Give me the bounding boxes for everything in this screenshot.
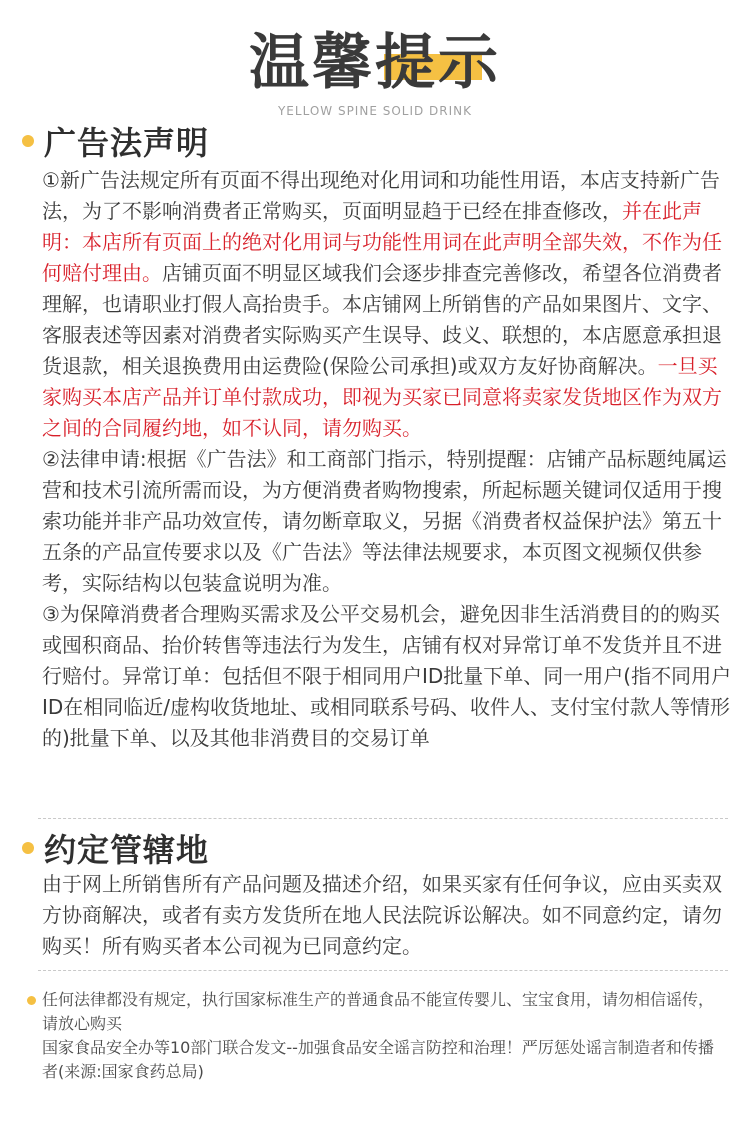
footer-notice bbox=[42, 988, 722, 1084]
divider bbox=[38, 818, 728, 819]
section-title: 广告法声明 bbox=[44, 124, 210, 162]
footer-line-1: 任何法律都没有规定，执行国家标准生产的普通食品不能宣传婴儿、宝宝食用，请勿相信谣传，请放心购买 bbox=[42, 990, 715, 1033]
statement-text: 店铺页面不明显区域我们会逐步排查完善修改，希望各位消费者理解，也请职业打假人高抬贵手。本店铺网上所销售的产品如果图片、文字、客服表述等因素对消费者实际购买产生误导、歧义、联想的，本店愿意承担退货退款，相关退换费用由运费险(保险公司承担)或双方友好协商解决。 bbox=[42, 261, 722, 378]
page-subtitle: YELLOW SPINE SOLID DRINK bbox=[277, 104, 473, 118]
statement-text: ①新广告法规定所有页面不得出现绝对化用词和功能性用语，本店支持新广告法，为了不影响消费者正常购买，页面明显趋于已经在排查修改， bbox=[42, 168, 720, 223]
paragraph-2: ②法律申请:根据《广告法》和工商部门指示，特别提醒：店铺产品标题纯属运营和技术引流所需而设，为方便消费者购物搜索，所起标题关键词仅适用于搜索功能并非产品功效宣传，请勿断章取义，另据《消费者权益保护法》第五十五条的产品宣传要求以及《广告法》等法律法规要求，本页图文视频仅供参考，实际结构以包装盒说明为准。 bbox=[42, 447, 727, 595]
ad-law-statement bbox=[42, 165, 732, 754]
bullet-dot-icon bbox=[22, 135, 34, 147]
warning-text: 一旦买家购买本店产品并订单付款成功，即视为买家已同意将卖家发货地区作为双方之间的合同履约地，如不认同，请勿购买。 bbox=[42, 354, 722, 440]
warning-text: 并在此声明：本店所有页面上的绝对化用词与功能性用词在此声明全部失效，不作为任何赔付理由。 bbox=[42, 199, 722, 285]
bullet-dot-icon bbox=[22, 842, 34, 854]
footer-line-2: 国家食品安全办等10部门联合发文--加强食品安全谣言防控和治理！严厉惩处谣言制造者和传播者(来源:国家食药总局) bbox=[42, 1038, 714, 1081]
section-ad-law-heading bbox=[22, 118, 209, 164]
paragraph-3: ③为保障消费者合理购买需求及公平交易机会，避免因非生活消费目的的购买或囤积商品、抬价转售等违法行为发生，店铺有权对异常订单不发货并且不进行赔付。异常订单：包括但不限于相同用户ID批量下单、同一用户(指不同用户ID在相同临近/虚构收货地址、或相同联系号码、收件人、支付宝付款人等情形的)批量下单、以及其他非消费目的交易订单 bbox=[42, 602, 732, 750]
paragraph: 由于网上所销售所有产品问题及描述介绍，如果买家有任何争议，应由买卖双方协商解决，或者有卖方发货所在地人民法院诉讼解决。如不同意约定，请勿购买！所有购买者本公司视为已同意约定。 bbox=[42, 872, 722, 958]
section-jurisdiction-heading bbox=[22, 825, 209, 871]
section-title: 约定管辖地 bbox=[44, 831, 210, 869]
page-title: 温馨提示 bbox=[249, 28, 501, 98]
jurisdiction-text bbox=[42, 869, 732, 962]
bullet-dot-icon bbox=[27, 996, 36, 1005]
header bbox=[0, 22, 750, 104]
divider bbox=[38, 970, 728, 971]
paragraph-1 bbox=[42, 165, 732, 444]
